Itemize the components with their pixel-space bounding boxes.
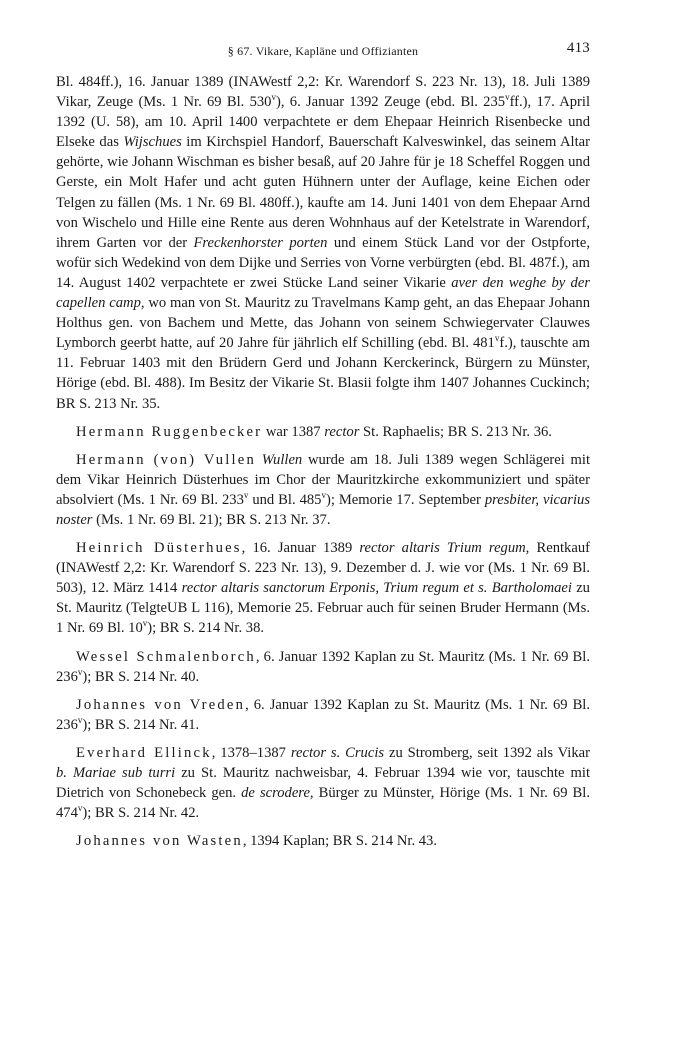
entry-johannes-von-wasten: [56, 831, 590, 851]
verso-mark: v: [494, 333, 500, 344]
person-name: Johannes von Wasten: [76, 833, 243, 850]
verso-mark: v: [142, 618, 148, 629]
verso-mark: v: [271, 92, 276, 103]
text-run: im Kirchspiel Handorf, Bauerschaft Kalveswinkel, das seinem Altar gehörte, wie Johann Wischman es bisher besaß, auf 20 Jahre für je 18 Scheffel Roggen und Gerste, ein Molt Hafer und acht guten Hühnern unter der Auflage, keine Eichen oder Telgen zu fällen (Ms. 1 Nr. 69 Bl. 480ff.), kaufte am 14. Juni 1401 von dem Ehepaar Arnd von Wischelo und Hille eine Rente aus deren Wohnhaus auf der Ketelstrate in Warendorf, ihrem Garten vor der: [56, 134, 590, 251]
person-name: Heinrich Düsterhues: [76, 540, 242, 557]
text-run: wo man von St. Mauritz zu Travelmans Kamp geht, an das Ehepaar Johann Holthus gen. von Bachem und Mette, das Johann von seinem Schwiegervater Clauwes Lymborch geerbt hatte, auf 20 Jahre für jährlich elf Schilling (ebd. Bl. 481: [56, 295, 590, 352]
text-run: ); BR S. 214 Nr. 42.: [82, 805, 200, 822]
page-body: [56, 72, 590, 851]
italic-phrase: Wijschues: [123, 134, 182, 151]
text-run: , 6. Januar 1392 Kaplan zu St. Mauritz (Ms. 1 Nr. 69 Bl. 236: [56, 648, 590, 685]
person-name: Wessel Schmalenborch: [76, 648, 256, 665]
text-run: wurde am 18. Juli 1389 wegen Schlägerei mit dem Vikar Heinrich Düsterhues im Chor der Mauritzkirche exkommuniziert und später absolviert (Ms. 1 Nr. 69 Bl. 233: [56, 451, 590, 508]
entry-everhard-ellinck: [56, 743, 590, 823]
text-run: zu St. Mauritz nachweisbar, 4. Februar 1394 wie vor, tauschte mit Dietrich von Schonebeck gen.: [56, 765, 590, 802]
italic-phrase: aver den weghe by der capellen camp,: [56, 274, 591, 312]
text-run: und Bl. 485: [248, 491, 322, 508]
entry-wessel-schmalenborch: [56, 647, 590, 687]
italic-phrase: rector altaris Trium regum,: [359, 540, 530, 557]
person-name: Johannes von Vreden: [76, 696, 246, 713]
italic-phrase: rector: [324, 423, 360, 440]
italic-phrase: b. Mariae sub turri: [56, 765, 176, 781]
text-run: ); BR S. 214 Nr. 38.: [147, 620, 265, 637]
text-run: ff.), 17. April 1392 (U. 58), am 10. April 1400 verpachtete er dem Ehepaar Heinrich Risenbecke und Elseke das: [56, 94, 590, 151]
entry-johannes-von-vreden: [56, 695, 590, 735]
text-run: ); BR S. 214 Nr. 41.: [82, 716, 200, 733]
entry-heinrich-duesterhues: [56, 538, 590, 638]
page-number: 413: [566, 40, 590, 56]
text-run: (Ms. 1 Nr. 69 Bl. 21); BR S. 213 Nr. 37.: [92, 511, 331, 528]
italic-phrase: rector altaris sanctorum Erponis, Trium regum et s. Bartholomaei: [181, 580, 572, 597]
person-name: Hermann Ruggenbecker: [76, 423, 263, 440]
italic-phrase: rector s. Crucis: [290, 744, 385, 761]
text-run: , 1394 Kaplan; BR S. 214 Nr. 43.: [242, 833, 438, 850]
entry-hermann-ruggenbecker: [56, 422, 590, 442]
text-run: zu St. Mauritz (TelgteUB L 116), Memorie 25. Februar auch für seinen Bruder Hermann (Ms. 1 Nr. 69 Bl. 10: [56, 580, 590, 637]
verso-mark: v: [77, 666, 83, 677]
verso-mark: v: [243, 490, 249, 501]
text-run: Rentkauf (INAWestf 2,2: Kr. Warendorf S. 223 Nr. 13), 9. Dezember d. J. wie vor (Ms. 1 Nr. 69 Bl. 503), 12. März 1414: [56, 540, 590, 597]
entry-hermann-vullen: [56, 450, 590, 530]
text-run: f.), tauschte am 11. Februar 1403 mit den Brüdern Gerd und Johann Kerckerinck, Bürgern zu Münster, Hörige (ebd. Bl. 488). Im Besitz der Vikarie St. Blasii folgte ihm 1407 Johannes Cuckinch; BR S. 213 Nr. 35.: [56, 335, 590, 412]
verso-mark: v: [321, 490, 326, 501]
text-run: ); Memorie 17. September: [325, 491, 485, 508]
page-header: [56, 40, 590, 62]
text-run: , 16. Januar 1389: [241, 540, 360, 557]
verso-mark: v: [77, 714, 83, 725]
text-run: , 1378–1387: [211, 744, 291, 761]
italic-phrase: presbiter, vicarius noster: [56, 491, 590, 528]
text-run: und einem Stück Land vor der Ostpforte, wofür sich Wedekind von dem Dijke und Serries von Vorne verbürgten (ebd. Bl. 487f.), am 14. August 1402 verpachtete er zwei Stücke Land seiner Vikarie: [56, 234, 590, 291]
text-run: ), 6. Januar 1392 Zeuge (ebd. Bl. 235: [275, 94, 506, 111]
text-run: ); BR S. 214 Nr. 40.: [82, 668, 200, 685]
text-run: , 6. Januar 1392 Kaplan zu St. Mauritz (Ms. 1 Nr. 69 Bl. 236: [56, 696, 591, 733]
italic-phrase: de scrodere,: [241, 785, 314, 802]
verso-mark: v: [505, 92, 510, 103]
italic-phrase: Wullen: [261, 451, 303, 468]
italic-phrase: Freckenhorster porten: [193, 234, 328, 251]
verso-mark: v: [77, 803, 83, 814]
person-name: Hermann (von) Vullen: [76, 451, 256, 468]
text-run: war 1387: [262, 423, 325, 440]
running-title: § 67. Vikare, Kapläne und Offizianten: [227, 44, 419, 58]
text-run: Bl. 484ff.), 16. Januar 1389 (INAWestf 2,2: Kr. Warendorf S. 223 Nr. 13), 18. Juli 1389 Vikar, Zeuge (Ms. 1 Nr. 69 Bl. 530: [56, 74, 590, 111]
book-page: [56, 40, 590, 859]
paragraph-continuation: [56, 72, 590, 414]
person-name: Everhard Ellinck: [76, 744, 212, 761]
text-run: zu Stromberg, seit 1392 als Vikar: [384, 744, 590, 761]
text-run: St. Raphaelis; BR S. 213 Nr. 36.: [359, 423, 552, 440]
text-run: Bürger zu Münster, Hörige (Ms. 1 Nr. 69 Bl. 474: [56, 785, 590, 822]
